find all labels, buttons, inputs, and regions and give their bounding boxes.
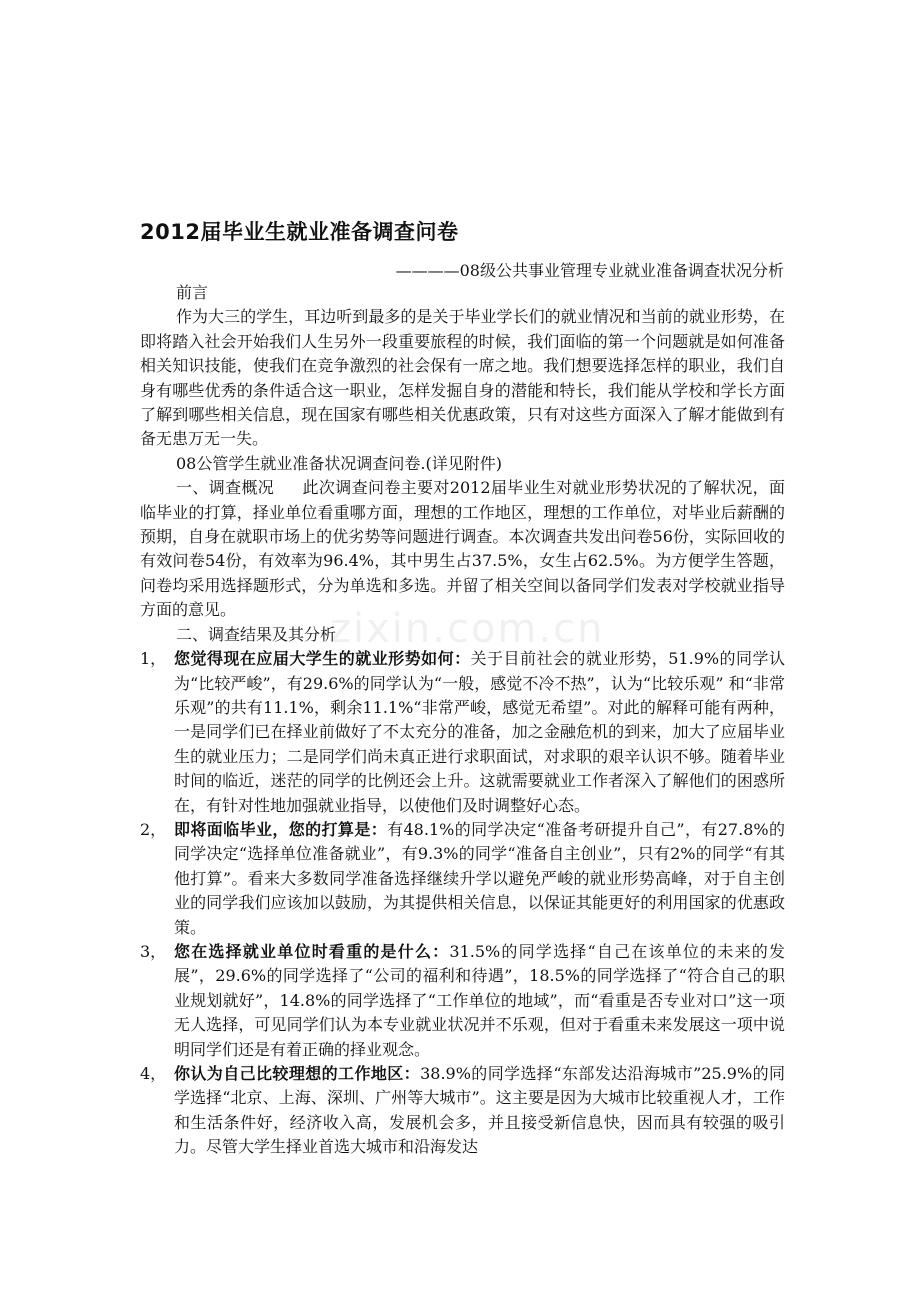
item-number: 1， bbox=[140, 649, 167, 669]
item-question: 即将面临毕业，您的打算是： bbox=[174, 819, 388, 839]
overview-heading: 一、调查概况 bbox=[176, 478, 275, 498]
document-title: 2012届毕业生就业准备调查问卷 bbox=[140, 220, 459, 244]
list-item bbox=[140, 647, 785, 818]
item-question: 您觉得现在应届大学生的就业形势如何： bbox=[174, 649, 471, 669]
item-text: 关于目前社会的就业形势，51.9%的同学认为“比较严峻”，有29.6%的同学认为“一般，感觉不冷不热”，认为“比较乐观” 和“非常乐观”的共有11.1%，剩余11.1%“非常严峻，感觉无希望”。对此的解释可能有两种，一是同学们已在择业前做好了不太充分的准备，加之金融危机的到来，加大了应届毕业生的就业压力；二是同学们尚未真正进行求职面试，对求职的艰辛认识不够。随着毕业时间的临近，迷茫的同学的比例还会上升。这就需要就业工作者深入了解他们的困惑所在，有针对性地加强就业指导，以使他们及时调整好心态。 bbox=[174, 649, 785, 815]
item-text: 38.9%的同学选择“东部发达沿海城市”25.9%的同学选择“北京、上海、深圳、广州等大城市”。这主要是因为大城市比较重视人才，工作和生活条件好，经济收入高，发展机会多，并且接受新信息快，因而具有较强的吸引力。尽管大学生择业首选大城市和沿海发达 bbox=[174, 1064, 785, 1157]
overview-text: 此次调查问卷主要对2012届毕业生对就业形势状况的了解状况，面临毕业的打算，择业单位看重哪方面，理想的工作地区，理想的工作单位，对毕业后薪酬的预期，自身在就职市场上的优劣势等问题进行调查。本次调查共发出问卷56份，实际回收的有效问卷54份，有效率为96.4%，其中男生占37.5%，女生占62.5%。为方便学生答题，问卷均采用选择题形式，分为单选和多选。并留了相关空间以备同学们发表对学校就业指导方面的意见。 bbox=[140, 478, 785, 620]
item-text: 有48.1%的同学决定“准备考研提升自己”，有27.8%的同学决定“选择单位准备就业”，有9.3%的同学“准备自主创业”，只有2%的同学“有其他打算”。看来大多数同学准备选择继续升学以避免严峻的就业形势高峰，对于自主创业的同学我们应该加以鼓励，为其提供相关信息，以保证其能更好的利用国家的优惠政策。 bbox=[174, 819, 785, 937]
results-list bbox=[140, 647, 785, 1160]
list-item bbox=[140, 940, 785, 1062]
watermark: zixin.com.cn bbox=[330, 606, 605, 652]
item-number: 2， bbox=[140, 819, 167, 839]
attachment-note: 08公管学生就业准备状况调查问卷.(详见附件) bbox=[176, 453, 502, 473]
document-body bbox=[140, 281, 785, 1160]
item-number: 3， bbox=[140, 941, 167, 961]
item-text: 31.5%的同学选择“自己在该单位的未来的发展”，29.6%的同学选择了“公司的福利和待遇”，18.5%的同学选择了“符合自己的职业规划就好”，14.8%的同学选择了“工作单位的地域”，而“看重是否专业对口”这一项无人选择，可见同学们认为本专业就业状况并不乐观，但对于看重未来发展这一项中说明同学们还是有着正确的择业观念。 bbox=[174, 941, 785, 1059]
item-question: 你认为自己比较理想的工作地区： bbox=[174, 1064, 421, 1083]
results-heading: 二、调查结果及其分析 bbox=[176, 624, 337, 644]
preface-paragraph: 作为大三的学生，耳边听到最多的是关于毕业学长们的就业情况和当前的就业形势，在即将踏入社会开始我们人生另外一段重要旅程的时候，我们面临的第一个问题就是如何准备相关知识技能，使我们在竞争激烈的社会保有一席之地。我们想要选择怎样的职业，我们自身有哪些优秀的条件适合这一职业，怎样发掘自身的潜能和特长，我们能从学校和学长方面了解到哪些相关信息，现在国家有哪些相关优惠政策，只有对这些方面深入了解才能做到有备无患万无一失。 bbox=[140, 307, 785, 449]
item-number: 4， bbox=[140, 1064, 167, 1083]
item-question: 您在选择就业单位时看重的是什么： bbox=[174, 941, 450, 961]
list-item bbox=[140, 1062, 785, 1160]
list-item bbox=[140, 818, 785, 940]
overview-paragraph bbox=[140, 476, 785, 622]
preface-heading: 前言 bbox=[176, 283, 209, 302]
document-subtitle: ————08级公共事业管理专业就业准备调查状况分析 bbox=[395, 261, 784, 280]
